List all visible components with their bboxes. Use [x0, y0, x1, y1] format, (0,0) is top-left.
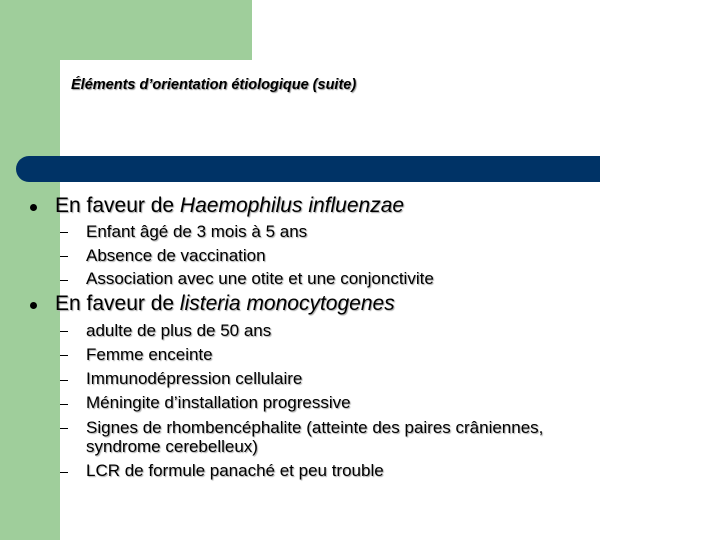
list-item-continuation: syndrome cerebelleux)	[86, 437, 258, 456]
list-item: adulte de plus de 50 ans	[86, 321, 272, 340]
dash-icon	[60, 404, 68, 405]
dash-icon	[60, 380, 68, 381]
list-item: Association avec une otite et une conjonctivite	[86, 269, 434, 288]
list-item: Absence de vaccination	[86, 246, 266, 265]
title-divider-bar	[16, 156, 600, 182]
list-item: Enfant âgé de 3 mois à 5 ans	[86, 222, 308, 241]
dash-icon	[60, 331, 68, 332]
green-side-band	[0, 0, 60, 540]
list-item: Méningite d’installation progressive	[86, 393, 351, 412]
dash-icon	[60, 472, 68, 473]
green-top-band	[0, 0, 252, 60]
list-item: LCR de formule panaché et peu trouble	[86, 461, 384, 480]
section-heading-listeria	[55, 292, 395, 316]
slide-title: Éléments d’orientation étiologique (suite)	[71, 77, 357, 93]
list-item: Immunodépression cellulaire	[86, 369, 303, 388]
organism-name: Haemophilus influenzae	[179, 194, 405, 217]
section-heading-haemophilus	[55, 194, 404, 218]
dash-icon	[60, 232, 68, 233]
dash-icon	[60, 355, 68, 356]
section-heading-prefix: En faveur de	[55, 194, 180, 217]
dash-icon	[60, 280, 68, 281]
bullet-icon	[30, 204, 37, 211]
dash-icon	[60, 256, 68, 257]
bullet-icon	[30, 302, 37, 309]
list-item: Signes de rhombencéphalite (atteinte des paires crâniennes,	[86, 418, 544, 437]
organism-name: listeria monocytogenes	[179, 292, 395, 315]
dash-icon	[60, 428, 68, 429]
list-item: Femme enceinte	[86, 345, 213, 364]
section-heading-prefix: En faveur de	[55, 292, 180, 315]
